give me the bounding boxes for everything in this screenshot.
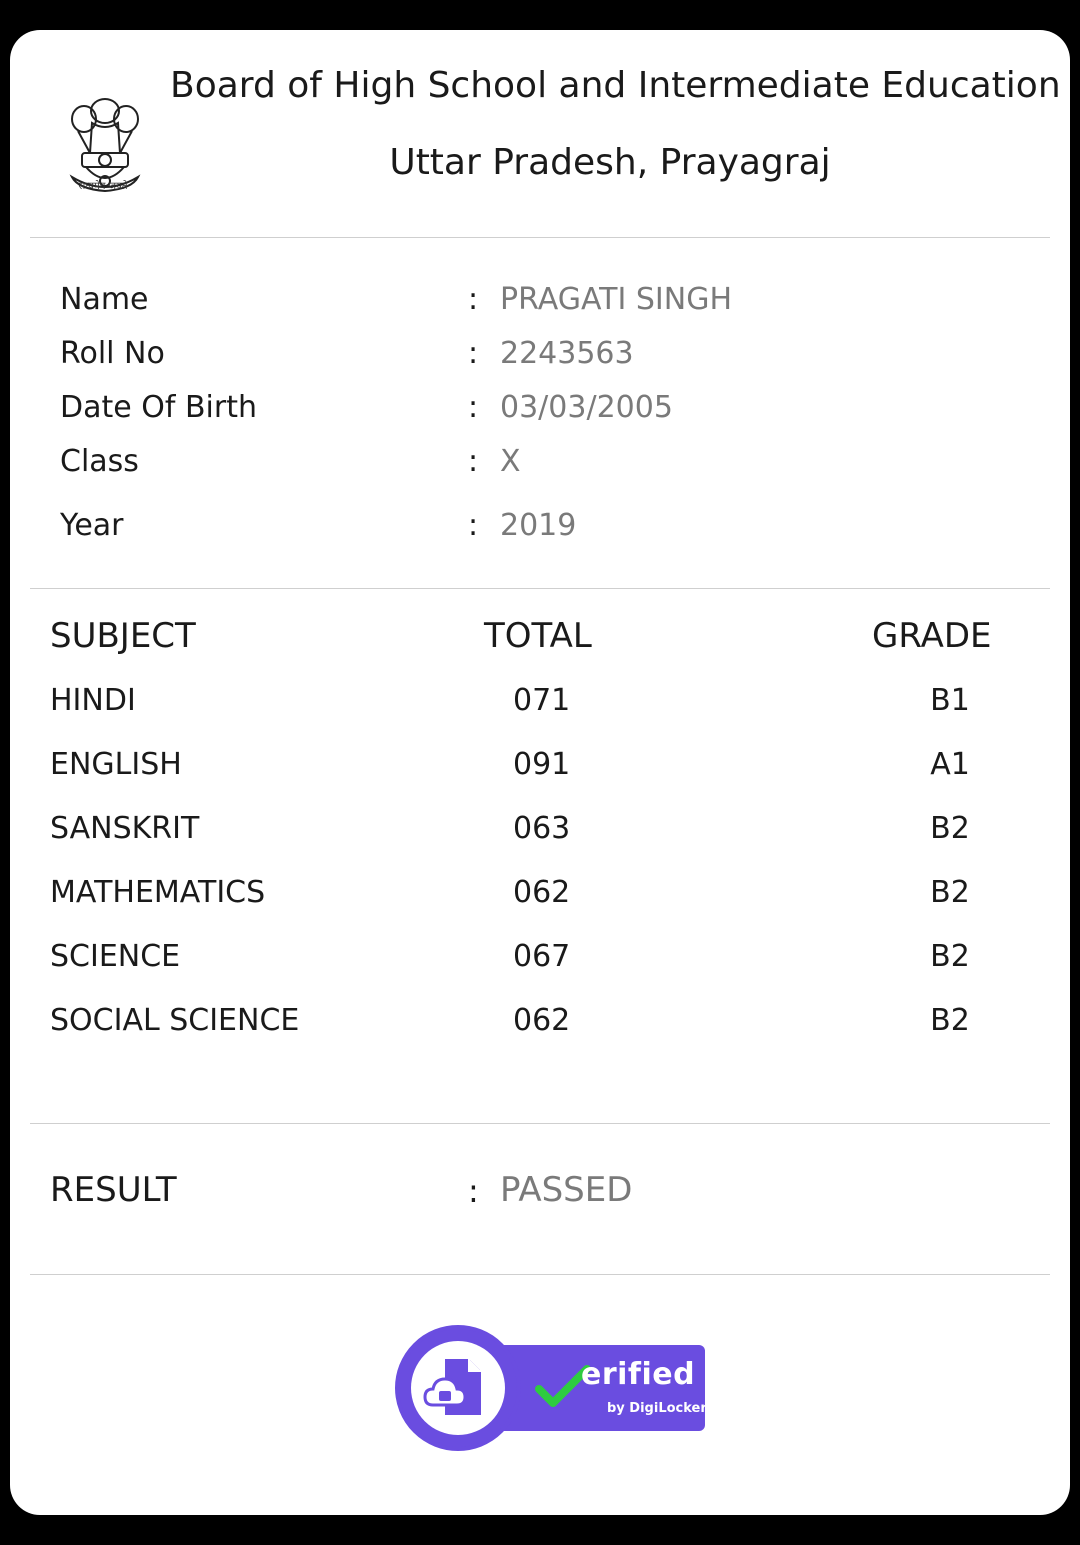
divider: [30, 588, 1050, 589]
board-location: Uttar Pradesh, Prayagraj: [389, 142, 831, 183]
info-value: 03/03/2005: [500, 390, 673, 425]
info-label: Name: [60, 282, 149, 317]
column-header-subject: SUBJECT: [50, 616, 196, 656]
subject-grade: B2: [930, 875, 970, 910]
marks-row: [10, 747, 1070, 791]
subject-name: HINDI: [50, 683, 136, 718]
subject-grade: B2: [930, 1003, 970, 1038]
subject-grade: B2: [930, 811, 970, 846]
subject-grade: A1: [930, 747, 970, 782]
info-label: Class: [60, 444, 139, 479]
subject-name: MATHEMATICS: [50, 875, 266, 910]
marks-row: [10, 939, 1070, 983]
result-colon: :: [468, 1172, 479, 1210]
subject-name: SCIENCE: [50, 939, 181, 974]
ashoka-emblem-icon: [62, 68, 148, 228]
info-value: X: [500, 444, 521, 479]
column-header-total: TOTAL: [484, 616, 592, 656]
info-row-year: [10, 508, 1070, 548]
badge-circle: [395, 1325, 521, 1451]
subject-total: 062: [513, 875, 571, 910]
badge-verified-text: erified: [581, 1357, 696, 1392]
info-value: PRAGATI SINGH: [500, 282, 733, 317]
result-value: PASSED: [500, 1170, 633, 1210]
badge-by-digilocker: by DigiLocker: [607, 1401, 707, 1416]
result-card: [10, 30, 1070, 1515]
info-value: 2243563: [500, 336, 634, 371]
info-row-name: [10, 282, 1070, 322]
marks-row: [10, 875, 1070, 919]
document-lock-cloud-icon: [411, 1341, 505, 1435]
info-row-roll-no: [10, 336, 1070, 376]
divider: [30, 1123, 1050, 1124]
info-label: Roll No: [60, 336, 165, 371]
board-title: Board of High School and Intermediate Education: [170, 65, 1061, 106]
marks-row: [10, 811, 1070, 855]
subject-name: ENGLISH: [50, 747, 182, 782]
divider: [30, 237, 1050, 238]
subject-name: SANSKRIT: [50, 811, 200, 846]
info-label: Year: [60, 508, 124, 543]
subject-grade: B2: [930, 939, 970, 974]
info-value: 2019: [500, 508, 577, 543]
info-colon: :: [468, 336, 479, 371]
info-colon: :: [468, 282, 479, 317]
subject-total: 063: [513, 811, 571, 846]
info-colon: :: [468, 508, 479, 543]
column-header-grade: GRADE: [872, 616, 992, 656]
subject-total: 091: [513, 747, 571, 782]
divider: [30, 1274, 1050, 1275]
marks-row: [10, 1003, 1070, 1047]
result-label: RESULT: [50, 1170, 177, 1210]
info-label: Date Of Birth: [60, 390, 257, 425]
info-colon: :: [468, 444, 479, 479]
info-row-dob: [10, 390, 1070, 430]
subject-total: 071: [513, 683, 571, 718]
subject-name: SOCIAL SCIENCE: [50, 1003, 300, 1038]
info-colon: :: [468, 390, 479, 425]
info-row-class: [10, 444, 1070, 484]
subject-grade: B1: [930, 683, 970, 718]
subject-total: 062: [513, 1003, 571, 1038]
emblem-motto: सत्यमेव जयते: [78, 181, 128, 192]
subject-total: 067: [513, 939, 571, 974]
marks-row: [10, 683, 1070, 727]
digilocker-verified-badge: [395, 1325, 715, 1451]
